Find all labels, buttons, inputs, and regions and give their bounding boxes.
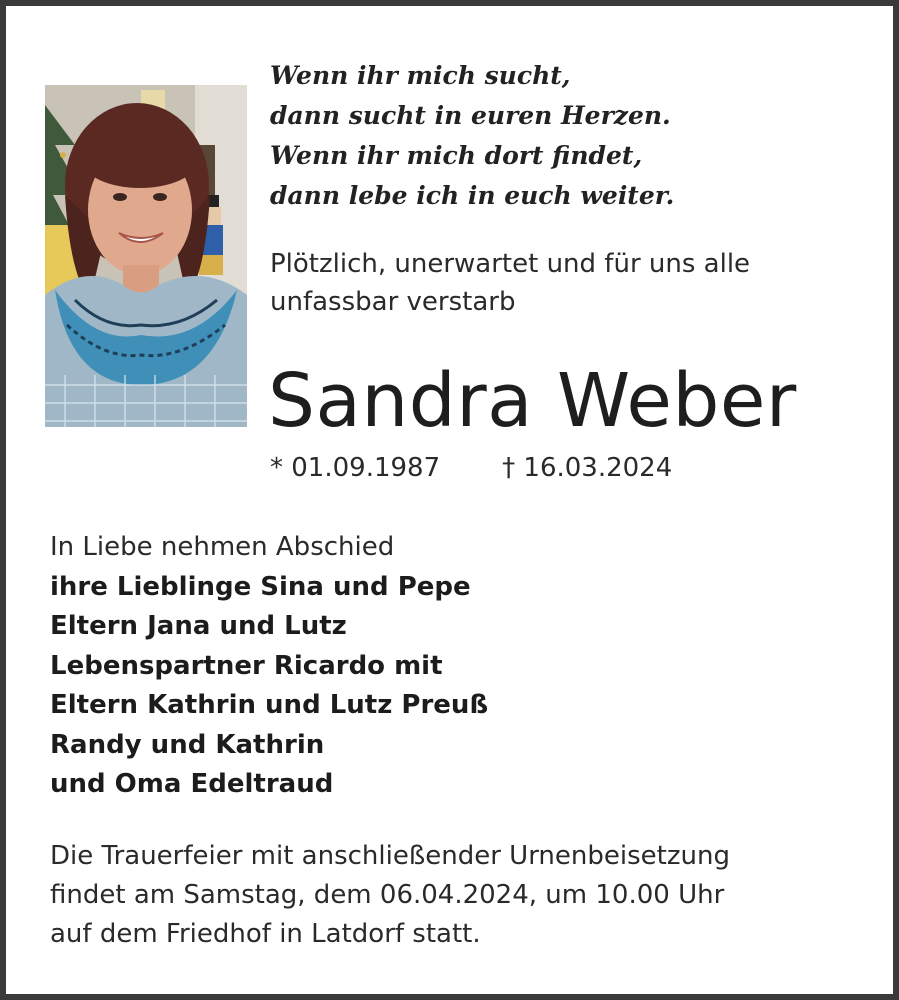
- funeral-line: findet am Samstag, dem 06.04.2024, um 10.00 Uhr: [50, 880, 725, 910]
- mourner-line: Lebenspartner Ricardo mit: [50, 650, 443, 681]
- poem-line: Wenn ihr mich sucht,: [270, 61, 571, 90]
- mourners-list: [50, 528, 488, 805]
- funeral-line: auf dem Friedhof in Latdorf statt.: [50, 919, 481, 949]
- poem-line: dann sucht in euren Herzen.: [270, 101, 671, 130]
- mourner-line: Randy und Kathrin: [50, 729, 325, 760]
- portrait-illustration: [45, 85, 247, 427]
- birth-date: * 01.09.1987: [270, 453, 441, 483]
- intro-text: [270, 245, 750, 321]
- mourner-line: Eltern Kathrin und Lutz Preuß: [50, 690, 489, 720]
- deceased-name: Sandra Weber: [268, 358, 797, 444]
- poem-line: Wenn ihr mich dort findet,: [270, 141, 643, 170]
- funeral-line: Die Trauerfeier mit anschließender Urnenbeisetzung: [50, 841, 730, 871]
- mourners-lead: In Liebe nehmen Abschied: [50, 532, 395, 562]
- funeral-info: [50, 837, 730, 954]
- portrait-photo: [45, 85, 247, 427]
- intro-line: unfassbar verstarb: [270, 287, 516, 317]
- life-dates: [270, 450, 672, 486]
- obituary-notice: [6, 6, 893, 994]
- intro-line: Plötzlich, unerwartet und für uns alle: [270, 249, 751, 279]
- mourner-line: ihre Lieblinge Sina und Pepe: [50, 571, 471, 602]
- poem-line: dann lebe ich in euch weiter.: [270, 181, 675, 210]
- poem: [270, 56, 674, 216]
- mourner-line: und Oma Edeltraud: [50, 769, 334, 799]
- mourner-line: Eltern Jana und Lutz: [50, 611, 347, 641]
- death-date: † 16.03.2024: [502, 453, 673, 483]
